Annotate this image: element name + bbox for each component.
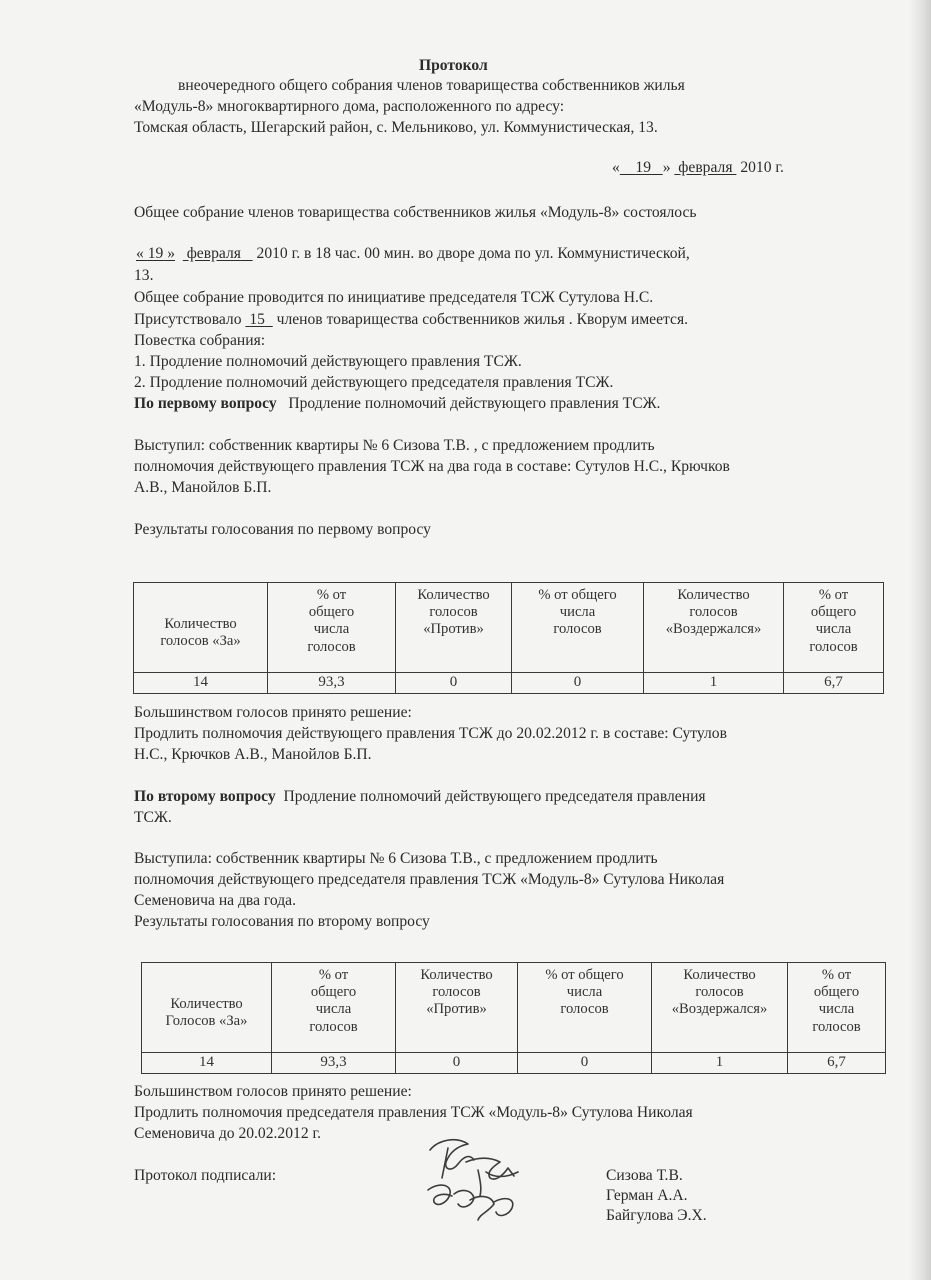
agenda-item-1: 1. Продление полномочий действующего правления ТСЖ. — [134, 353, 522, 370]
q2-results-title: Результаты голосования по второму вопросу — [134, 913, 430, 930]
q1-value-abstained: 1 — [644, 673, 784, 694]
q2-speech-2: полномочия действующего председателя правления ТСЖ «Модуль-8» Сутулова Николая — [134, 871, 725, 888]
q2-value-for: 14 — [142, 1053, 272, 1074]
q2-header-against-pct: % от общего числа голосов — [518, 963, 652, 1053]
q1-header-abstained: Количество голосов «Воздержался» — [644, 583, 784, 673]
q2-decision-title: Большинством голосов принято решение: — [134, 1083, 412, 1100]
q2-value-abstained-pct: 6,7 — [788, 1053, 886, 1074]
intro-line-3: 13. — [134, 267, 154, 284]
header-line-3: Томская область, Шегарский район, с. Мельниково, ул. Коммунистическая, 13. — [134, 119, 658, 136]
q2-header-abstained-pct: % от общего числа голосов — [788, 963, 886, 1053]
agenda-title: Повестка собрания: — [134, 332, 266, 349]
intro-line-1: Общее собрание членов товарищества собственников жилья «Модуль-8» состоялось — [134, 204, 697, 221]
q1-decision-1: Продлить полномочия действующего правления ТСЖ до 20.02.2012 г. в составе: Сутулов — [134, 725, 727, 742]
q2-vote-table — [141, 962, 886, 1074]
signer-2: Герман А.А. — [606, 1187, 688, 1204]
q1-speech-2: полномочия действующего правления ТСЖ на два года в составе: Сутулов Н.С., Крючков — [134, 458, 730, 475]
q1-heading: По первому вопросу Продление полномочий действующего правления ТСЖ. — [134, 395, 661, 412]
q2-header-abstained: Количество голосов «Воздержался» — [652, 963, 788, 1053]
page-edge-shadow — [909, 0, 931, 1280]
intro-initiator: Общее собрание проводится по инициативе председателя ТСЖ Сутулова Н.С. — [134, 289, 654, 306]
handwritten-signatures — [408, 1132, 538, 1224]
q2-header-against: Количество голосов «Против» — [396, 963, 518, 1053]
q1-decision-title: Большинством голосов принято решение: — [134, 704, 412, 721]
q1-header-for-pct: % от общего числа голосов — [268, 583, 396, 673]
signer-1: Сизова Т.В. — [606, 1167, 683, 1184]
q1-value-against: 0 — [396, 673, 512, 694]
intro-line-2: « 19 » февраля 2010 г. в 18 час. 00 мин. во дворе дома по ул. Коммунистической, — [136, 245, 690, 262]
q1-value-for: 14 — [134, 673, 268, 694]
q1-header-for: Количество голосов «За» — [134, 583, 268, 673]
intro-present: Присутствовало 15 членов товарищества собственников жилья . Кворум имеется. — [134, 311, 689, 328]
q1-speech-1: Выступил: собственник квартиры № 6 Сизова Т.В. , с предложением продлить — [134, 437, 655, 454]
agenda-item-2: 2. Продление полномочий действующего председателя правления ТСЖ. — [134, 374, 614, 391]
date-month: февраля — [678, 159, 733, 176]
header-line-1: внеочередного общего собрания членов товарищества собственников жилья — [178, 77, 685, 94]
date-day: 19 — [635, 159, 651, 176]
document-date: « 19 » февраля 2010 г. — [612, 159, 784, 176]
q2-speech-1: Выступила: собственник квартиры № 6 Сизова Т.В., с предложением продлить — [134, 850, 658, 867]
document-title: Протокол — [419, 57, 488, 74]
q2-heading: По второму вопросу Продление полномочий действующего председателя правления — [134, 788, 706, 805]
q2-value-for-pct: 93,3 — [272, 1053, 396, 1074]
q1-value-abstained-pct: 6,7 — [784, 673, 884, 694]
q1-header-against-pct: % от общего числа голосов — [512, 583, 644, 673]
signatures-label: Протокол подписали: — [134, 1167, 277, 1184]
q2-decision-2: Семеновича до 20.02.2012 г. — [134, 1125, 322, 1142]
q1-value-for-pct: 93,3 — [268, 673, 396, 694]
q1-decision-2: Н.С., Крючков А.В., Манойлов Б.П. — [134, 746, 372, 763]
q2-value-against-pct: 0 — [518, 1053, 652, 1074]
q2-value-against: 0 — [396, 1053, 518, 1074]
q1-speech-3: А.В., Манойлов Б.П. — [134, 479, 272, 496]
q2-decision-1: Продлить полномочия председателя правления ТСЖ «Модуль-8» Сутулова Николая — [134, 1104, 693, 1121]
q2-value-abstained: 1 — [652, 1053, 788, 1074]
q2-header-for: Количество Голосов «За» — [142, 963, 272, 1053]
q1-header-against: Количество голосов «Против» — [396, 583, 512, 673]
q1-vote-table — [133, 582, 884, 694]
signer-3: Байгулова Э.Х. — [606, 1207, 707, 1224]
q2-heading-cont: ТСЖ. — [134, 809, 172, 826]
q1-results-title: Результаты голосования по первому вопросу — [134, 521, 431, 538]
q1-value-against-pct: 0 — [512, 673, 644, 694]
q2-header-for-pct: % от общего числа голосов — [272, 963, 396, 1053]
q2-speech-3: Семеновича на два года. — [134, 892, 296, 909]
header-line-2: «Модуль-8» многоквартирного дома, расположенного по адресу: — [134, 98, 565, 115]
q1-header-abstained-pct: % от общего числа голосов — [784, 583, 884, 673]
